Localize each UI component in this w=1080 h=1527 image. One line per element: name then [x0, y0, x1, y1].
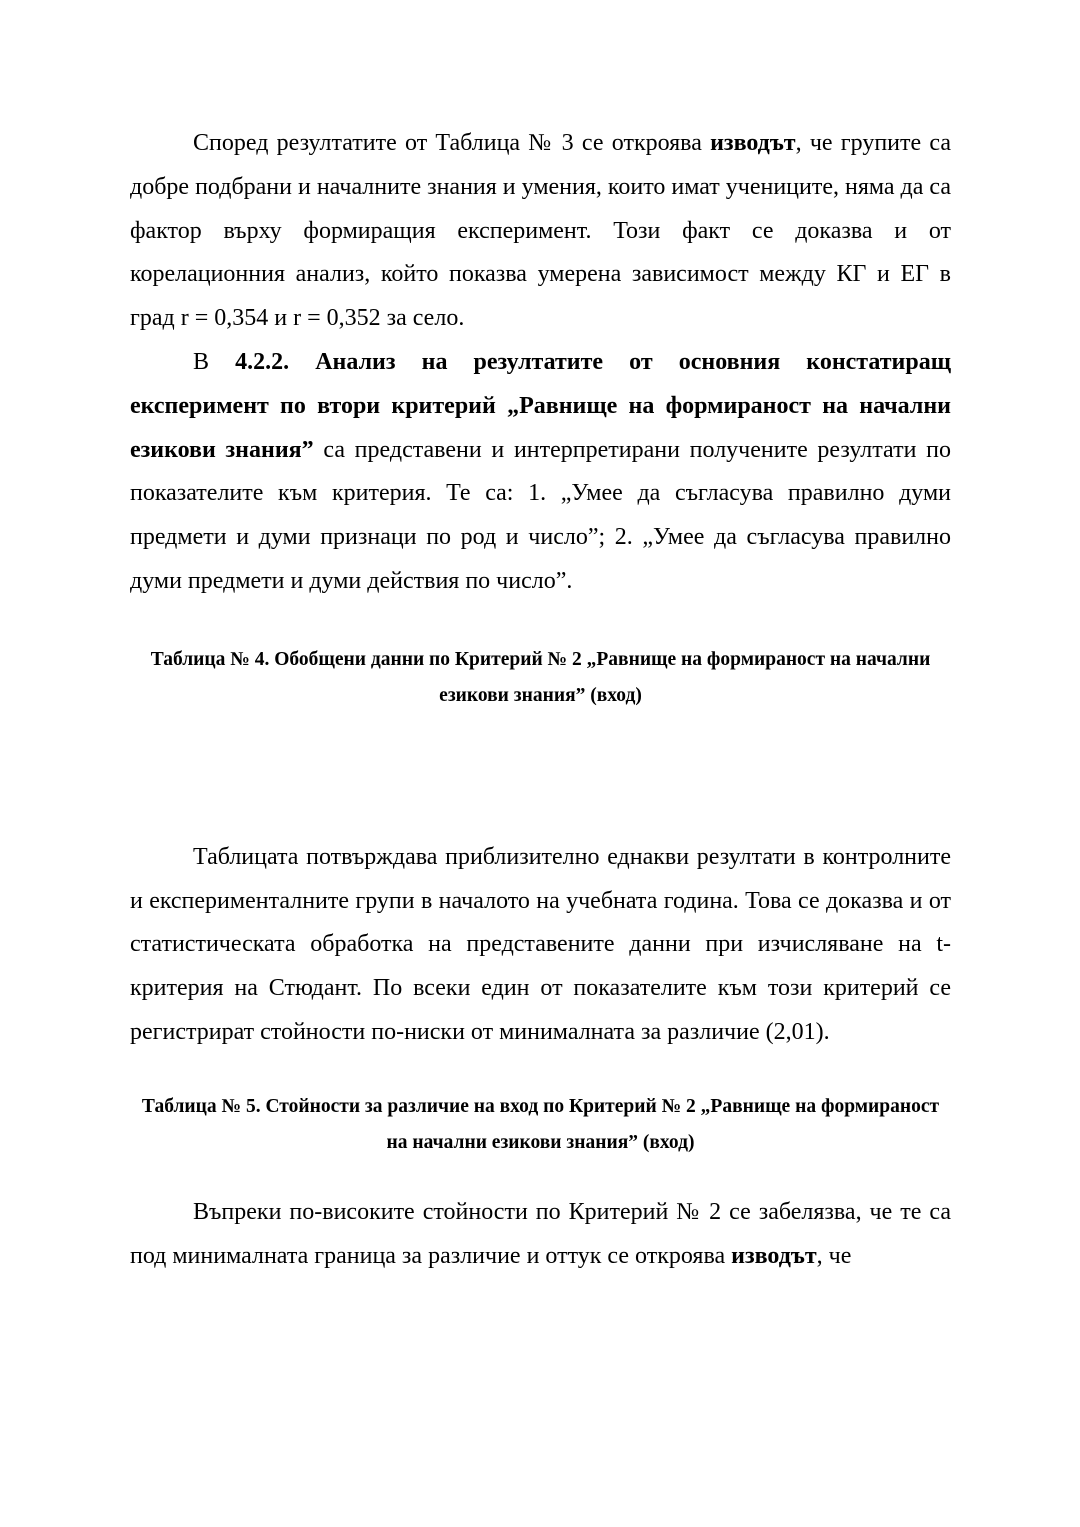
paragraph-table-4-discussion	[130, 836, 951, 1055]
section-heading-inline: 4.2.2. Анализ на резултатите от основния констатиращ експеримент по втори критерий „Равнище на формираност на начални езикови знания”	[130, 348, 951, 463]
paragraph-text: , че	[816, 1242, 852, 1269]
paragraph-section-4-2-2	[130, 341, 951, 604]
paragraph-conclusion-table-3	[130, 122, 951, 341]
paragraph-text: В	[193, 348, 236, 375]
paragraph-text: Въпреки по-високите стойности по Критерий № 2 се забелязва, че те са под минималната граница за различие и оттук се откроява	[130, 1198, 951, 1269]
table-5-caption: Таблица № 5. Стойности за различие на вход по Критерий № 2 „Равнище на формираност на начални езикови знания” (вход)	[141, 1095, 940, 1153]
paragraph-text: , че групите са добре подбрани и началните знания и умения, които имат учениците, няма да са фактор върху формиращия експеримент. Този факт се доказва и от корелационния анализ, който показва умерена зависимост между КГ и ЕГ в град r = 0,354 и r = 0,352 за село.	[130, 130, 952, 332]
paragraph-text: Според резултатите от Таблица № 3 се откроява	[193, 130, 711, 156]
paragraph-table-5-discussion	[130, 1191, 951, 1279]
table-4-caption: Таблица № 4. Обобщени данни по Критерий № 2 „Равнище на формираност на начални езикови знания” (вход)	[150, 648, 931, 706]
paragraph-text: са представени и интерпретирани получените резултати по показателите към критерия. Те са: 1. „Умее да съгласува правилно думи предмети и думи признаци по род и число”; 2. „Умее да съгласува правилно думи предмети и думи действия по число”.	[130, 436, 951, 594]
document-page	[130, 122, 951, 1278]
bold-term: изводът	[710, 130, 796, 156]
paragraph-text: Таблицата потвърждава приблизително еднакви резултати в контролните и експерименталните групи в началото на учебната година. Това се доказва и от статистическата обработка на представените данни при изчисляване на t-критерия на Стюдант. По всеки един от показателите към този критерий се регистрират стойности по-ниски от минималната за различие (2,01).	[130, 843, 951, 1045]
bold-term: изводът	[731, 1242, 817, 1269]
